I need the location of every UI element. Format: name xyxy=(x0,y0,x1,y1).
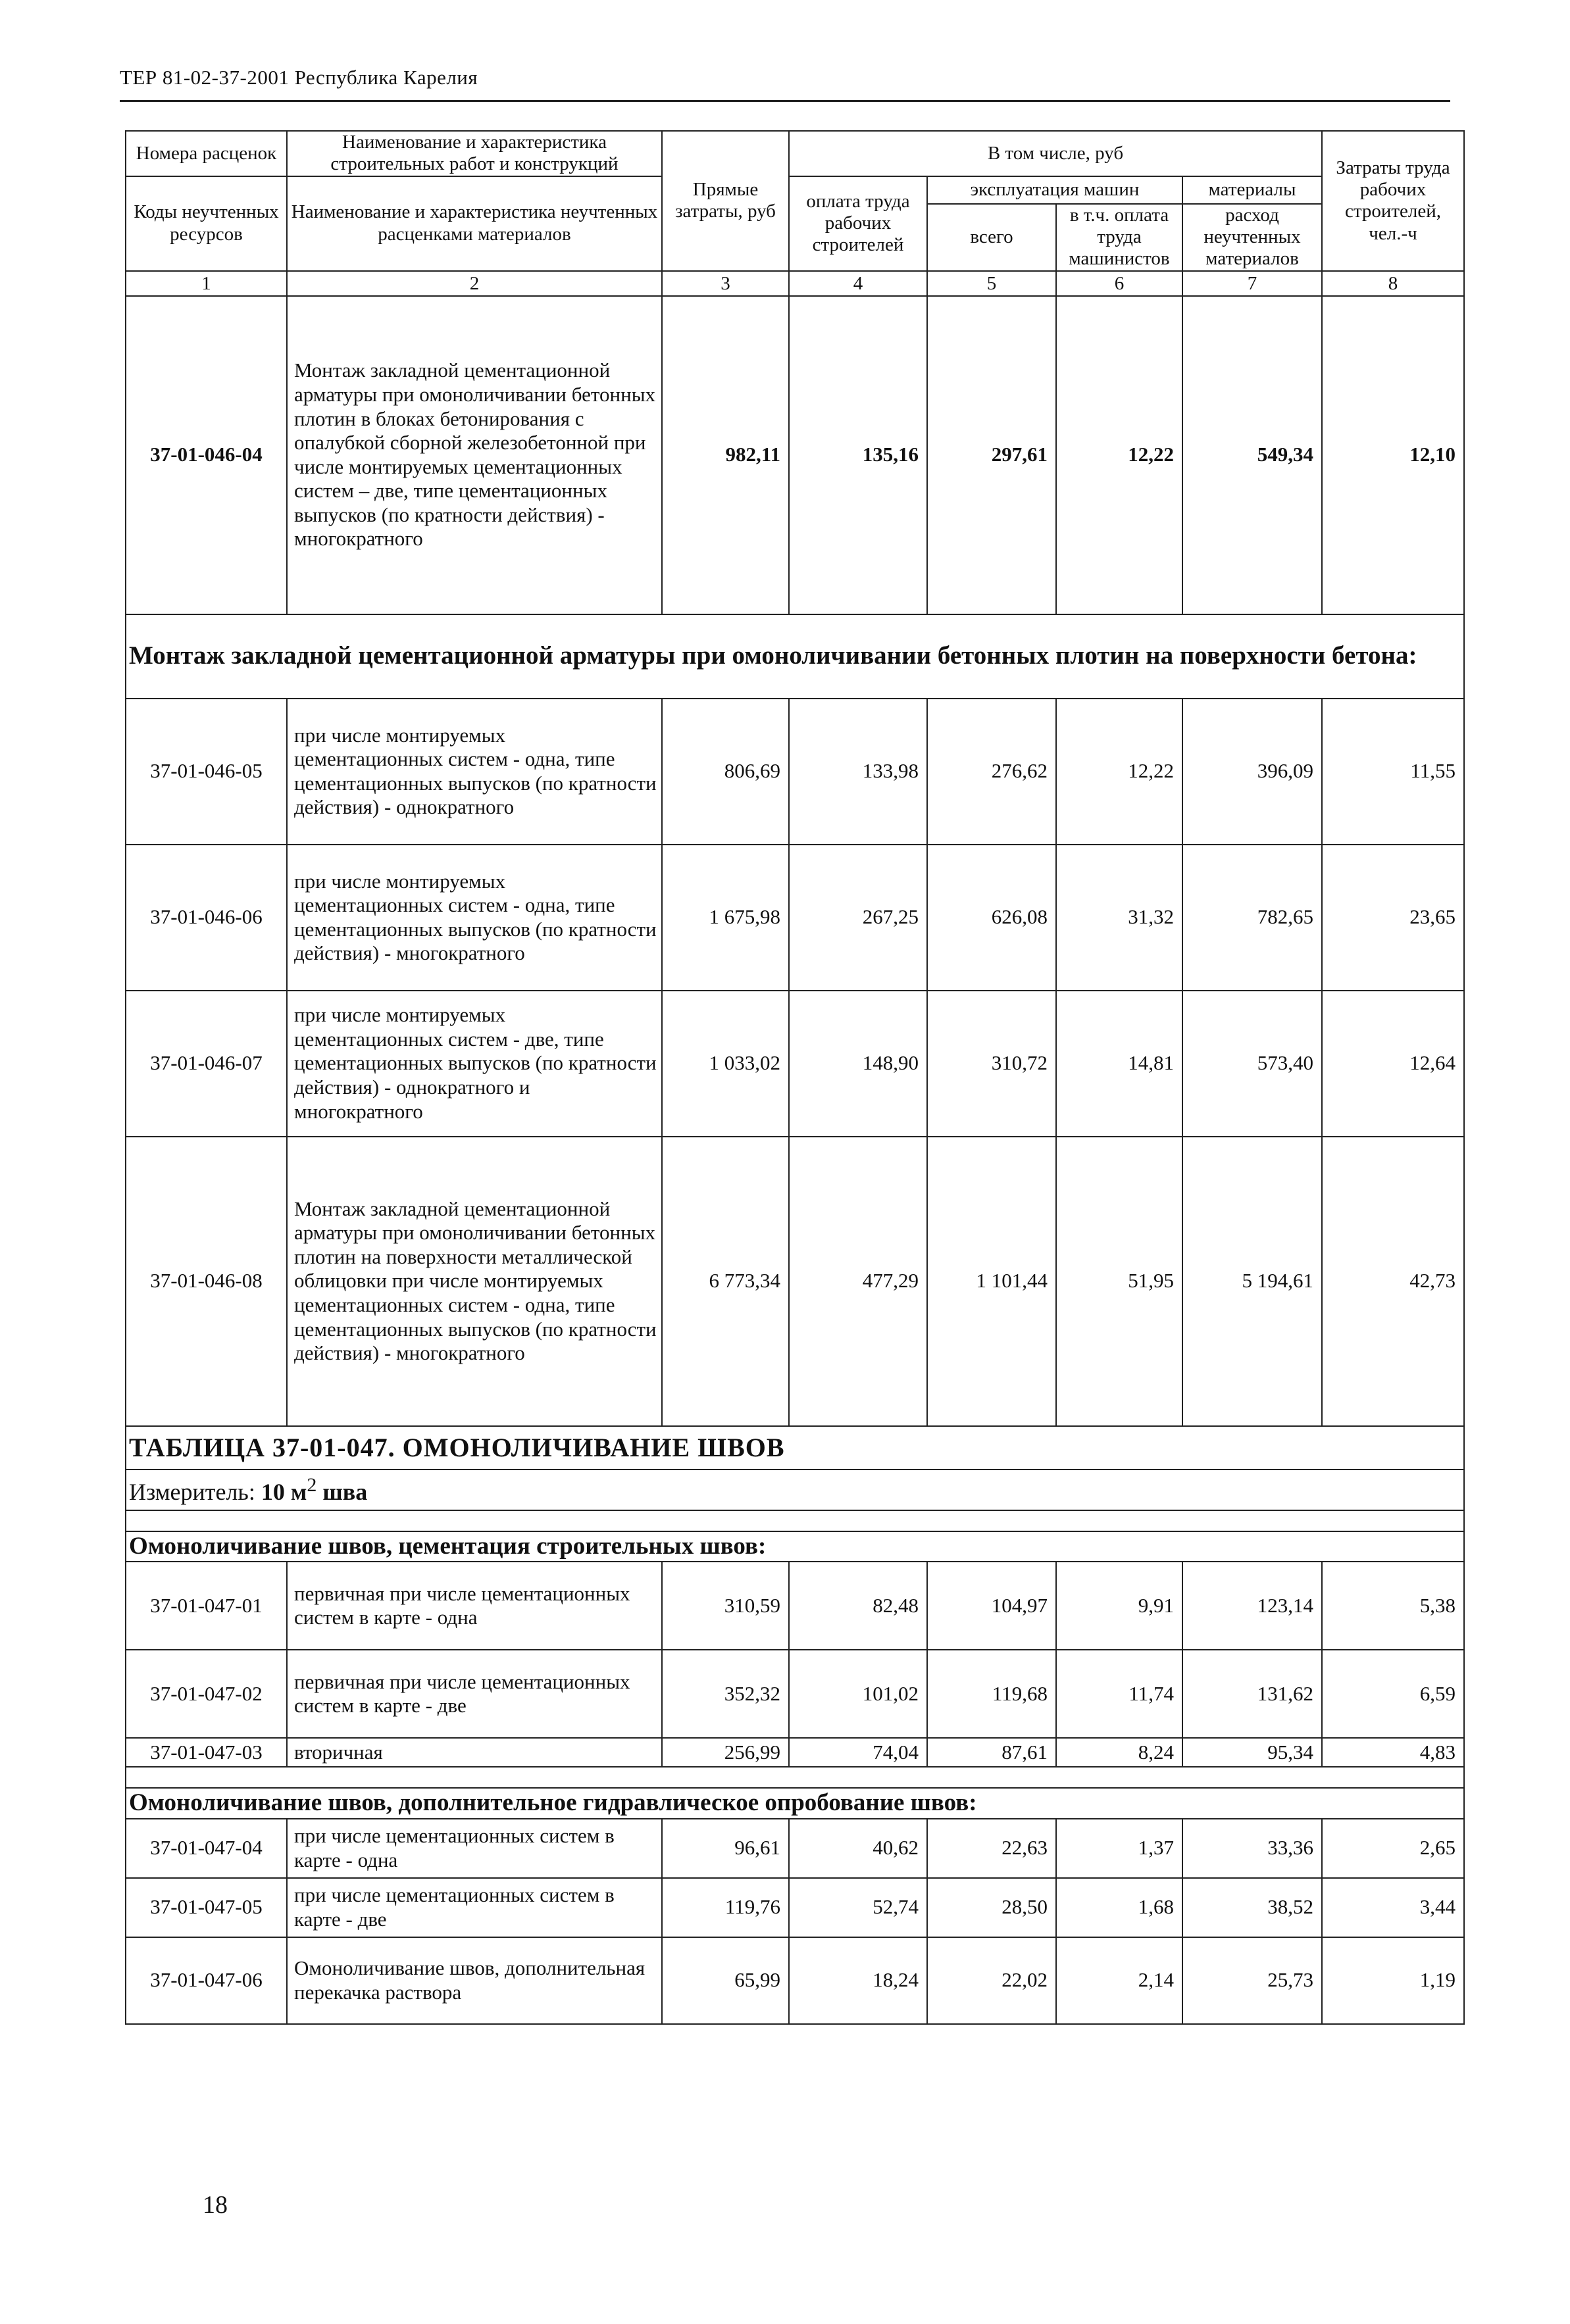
col-num: 4 xyxy=(789,271,927,296)
materials: 25,73 xyxy=(1182,1937,1322,2024)
meter-sup: 2 xyxy=(307,1473,317,1496)
machinist-pay: 51,95 xyxy=(1056,1137,1182,1426)
labor-pay: 74,04 xyxy=(789,1738,927,1767)
th-kody: Коды неучтенных ресурсов xyxy=(126,176,287,271)
rate-code: 37-01-047-03 xyxy=(126,1738,287,1767)
table-row xyxy=(126,1137,1464,1426)
machinist-pay: 14,81 xyxy=(1056,991,1182,1137)
machinist-pay: 1,37 xyxy=(1056,1819,1182,1878)
rate-code: 37-01-047-04 xyxy=(126,1819,287,1878)
running-head: ТЕР 81-02-37-2001 Республика Карелия xyxy=(120,66,478,89)
direct-cost: 310,59 xyxy=(662,1562,789,1650)
labor-hours: 3,44 xyxy=(1322,1878,1464,1937)
labor-hours: 5,38 xyxy=(1322,1562,1464,1650)
materials: 782,65 xyxy=(1182,845,1322,991)
direct-cost: 352,32 xyxy=(662,1650,789,1738)
th-ekspl: эксплуатация машин xyxy=(927,176,1182,204)
col-num: 6 xyxy=(1056,271,1182,296)
rate-code: 37-01-046-08 xyxy=(126,1137,287,1426)
labor-pay: 40,62 xyxy=(789,1819,927,1878)
col-num: 1 xyxy=(126,271,287,296)
rate-description: вторичная xyxy=(287,1738,662,1767)
labor-hours: 4,83 xyxy=(1322,1738,1464,1767)
labor-hours: 12,10 xyxy=(1322,296,1464,614)
unit-of-measure xyxy=(126,1470,1464,1510)
section-heading: Омоноличивание швов, цементация строительных швов: xyxy=(126,1531,1464,1562)
machine-total: 22,02 xyxy=(927,1937,1056,2024)
direct-cost: 65,99 xyxy=(662,1937,789,2024)
machinist-pay: 12,22 xyxy=(1056,699,1182,845)
header-rule xyxy=(120,100,1450,102)
labor-pay: 52,74 xyxy=(789,1878,927,1937)
rate-code: 37-01-047-05 xyxy=(126,1878,287,1937)
machine-total: 104,97 xyxy=(927,1562,1056,1650)
machine-total: 626,08 xyxy=(927,845,1056,991)
machine-total: 87,61 xyxy=(927,1738,1056,1767)
section-heading: Омоноличивание швов, дополнительное гидравлическое опробование швов: xyxy=(126,1788,1464,1818)
labor-hours: 6,59 xyxy=(1322,1650,1464,1738)
th-rashod: расход неучтенных материалов xyxy=(1182,204,1322,271)
table-row xyxy=(126,296,1464,614)
direct-cost: 806,69 xyxy=(662,699,789,845)
th-materialy: материалы xyxy=(1182,176,1322,204)
blank-row xyxy=(126,1767,1464,1788)
labor-hours: 1,19 xyxy=(1322,1937,1464,2024)
machinist-pay: 8,24 xyxy=(1056,1738,1182,1767)
machinist-pay: 9,91 xyxy=(1056,1562,1182,1650)
rate-code: 37-01-047-02 xyxy=(126,1650,287,1738)
labor-pay: 267,25 xyxy=(789,845,927,991)
labor-hours: 42,73 xyxy=(1322,1137,1464,1426)
machinist-pay: 1,68 xyxy=(1056,1878,1182,1937)
rate-description: при числе монтируемых цементационных систем - две, типе цементационных выпусков (по кратности действия) - однократного и многократного xyxy=(287,991,662,1137)
rate-description: первичная при числе цементационных систем в карте - две xyxy=(287,1650,662,1738)
machinist-pay: 11,74 xyxy=(1056,1650,1182,1738)
rate-code: 37-01-046-05 xyxy=(126,699,287,845)
table-row xyxy=(126,1878,1464,1937)
rate-code: 37-01-047-01 xyxy=(126,1562,287,1650)
rate-description: при числе цементационных систем в карте - одна xyxy=(287,1819,662,1878)
col-num: 8 xyxy=(1322,271,1464,296)
direct-cost: 96,61 xyxy=(662,1819,789,1878)
labor-pay: 135,16 xyxy=(789,296,927,614)
machine-total: 310,72 xyxy=(927,991,1056,1137)
th-vtom: В том числе, руб xyxy=(789,131,1322,176)
materials: 396,09 xyxy=(1182,699,1322,845)
direct-cost: 256,99 xyxy=(662,1738,789,1767)
table-row xyxy=(126,1738,1464,1767)
machinist-pay: 2,14 xyxy=(1056,1937,1182,2024)
col-num: 3 xyxy=(662,271,789,296)
table-row xyxy=(126,1562,1464,1650)
rate-code: 37-01-046-07 xyxy=(126,991,287,1137)
table-row xyxy=(126,1819,1464,1878)
labor-pay: 101,02 xyxy=(789,1650,927,1738)
materials: 549,34 xyxy=(1182,296,1322,614)
labor-pay: 82,48 xyxy=(789,1562,927,1650)
th-oplata: оплата труда рабочих строителей xyxy=(789,176,927,271)
table-row xyxy=(126,845,1464,991)
direct-cost: 1 033,02 xyxy=(662,991,789,1137)
rate-code: 37-01-046-06 xyxy=(126,845,287,991)
labor-hours: 12,64 xyxy=(1322,991,1464,1137)
machine-total: 22,63 xyxy=(927,1819,1056,1878)
labor-hours: 23,65 xyxy=(1322,845,1464,991)
machine-total: 1 101,44 xyxy=(927,1137,1056,1426)
col-num: 7 xyxy=(1182,271,1322,296)
col-num: 5 xyxy=(927,271,1056,296)
machine-total: 119,68 xyxy=(927,1650,1056,1738)
materials: 95,34 xyxy=(1182,1738,1322,1767)
th-vtch: в т.ч. оплата труда машинистов xyxy=(1056,204,1182,271)
table-title xyxy=(126,1426,1464,1470)
rates-table xyxy=(125,130,1465,2025)
meter-value: 10 м xyxy=(261,1478,307,1505)
rate-description: при числе монтируемых цементационных систем - одна, типе цементационных выпусков (по кратности действия) - многократного xyxy=(287,845,662,991)
th-pryamye: Прямые затраты, руб xyxy=(662,131,789,271)
labor-pay: 133,98 xyxy=(789,699,927,845)
direct-cost: 6 773,34 xyxy=(662,1137,789,1426)
blank-row xyxy=(126,1510,1464,1531)
labor-pay: 148,90 xyxy=(789,991,927,1137)
th-vsego: всего xyxy=(927,204,1056,271)
labor-hours: 2,65 xyxy=(1322,1819,1464,1878)
table-row xyxy=(126,1650,1464,1738)
materials: 573,40 xyxy=(1182,991,1322,1137)
rate-description: Монтаж закладной цементационной арматуры при омоноличивании бетонных плотин на поверхности металлической облицовки при числе монтируемых цементационных систем - одна, типе цементационных выпусков (по кратности действия) - многократного xyxy=(287,1137,662,1426)
th-zatraty: Затраты труда рабочих строителей, чел.-ч xyxy=(1322,131,1464,271)
materials: 38,52 xyxy=(1182,1878,1322,1937)
materials: 123,14 xyxy=(1182,1562,1322,1650)
th-naim-materials: Наименование и характеристика неучтенных расценками материалов xyxy=(287,176,662,271)
rate-description: Омоноличивание швов, дополнительная перекачка раствора xyxy=(287,1937,662,2024)
machine-total: 276,62 xyxy=(927,699,1056,845)
rate-code: 37-01-046-04 xyxy=(126,296,287,614)
direct-cost: 1 675,98 xyxy=(662,845,789,991)
machine-total: 28,50 xyxy=(927,1878,1056,1937)
materials: 131,62 xyxy=(1182,1650,1322,1738)
table-row xyxy=(126,699,1464,845)
direct-cost: 982,11 xyxy=(662,296,789,614)
th-naim-works: Наименование и характеристика строительных работ и конструкций xyxy=(287,131,662,176)
table-row xyxy=(126,991,1464,1137)
labor-pay: 18,24 xyxy=(789,1937,927,2024)
materials: 5 194,61 xyxy=(1182,1137,1322,1426)
materials: 33,36 xyxy=(1182,1819,1322,1878)
meter-unit: шва xyxy=(322,1478,368,1505)
machinist-pay: 31,32 xyxy=(1056,845,1182,991)
rate-description: при числе цементационных систем в карте - две xyxy=(287,1878,662,1937)
machine-total: 297,61 xyxy=(927,296,1056,614)
labor-pay: 477,29 xyxy=(789,1137,927,1426)
section-heading: Монтаж закладной цементационной арматуры при омоноличивании бетонных плотин на поверхности бетона: xyxy=(126,614,1464,699)
table-row xyxy=(126,1937,1464,2024)
rate-description: при числе монтируемых цементационных систем - одна, типе цементационных выпусков (по кратности действия) - однократного xyxy=(287,699,662,845)
col-num: 2 xyxy=(287,271,662,296)
labor-hours: 11,55 xyxy=(1322,699,1464,845)
machinist-pay: 12,22 xyxy=(1056,296,1182,614)
rate-code: 37-01-047-06 xyxy=(126,1937,287,2024)
page-number: 18 xyxy=(203,2191,228,2219)
table-title-text: ТАБЛИЦА 37-01-047. ОМОНОЛИЧИВАНИЕ ШВОВ xyxy=(129,1433,785,1463)
direct-cost: 119,76 xyxy=(662,1878,789,1937)
meter-label: Измеритель: xyxy=(129,1478,255,1505)
th-nomera: Номера расценок xyxy=(126,131,287,176)
rate-description: первичная при числе цементационных систем в карте - одна xyxy=(287,1562,662,1650)
rate-description: Монтаж закладной цементационной арматуры при омоноличивании бетонных плотин в блоках бетонирования с опалубкой сборной железобетонной при числе монтируемых цементационных систем – две, типе цементационных выпусков (по кратности действия) - многократного xyxy=(287,296,662,614)
